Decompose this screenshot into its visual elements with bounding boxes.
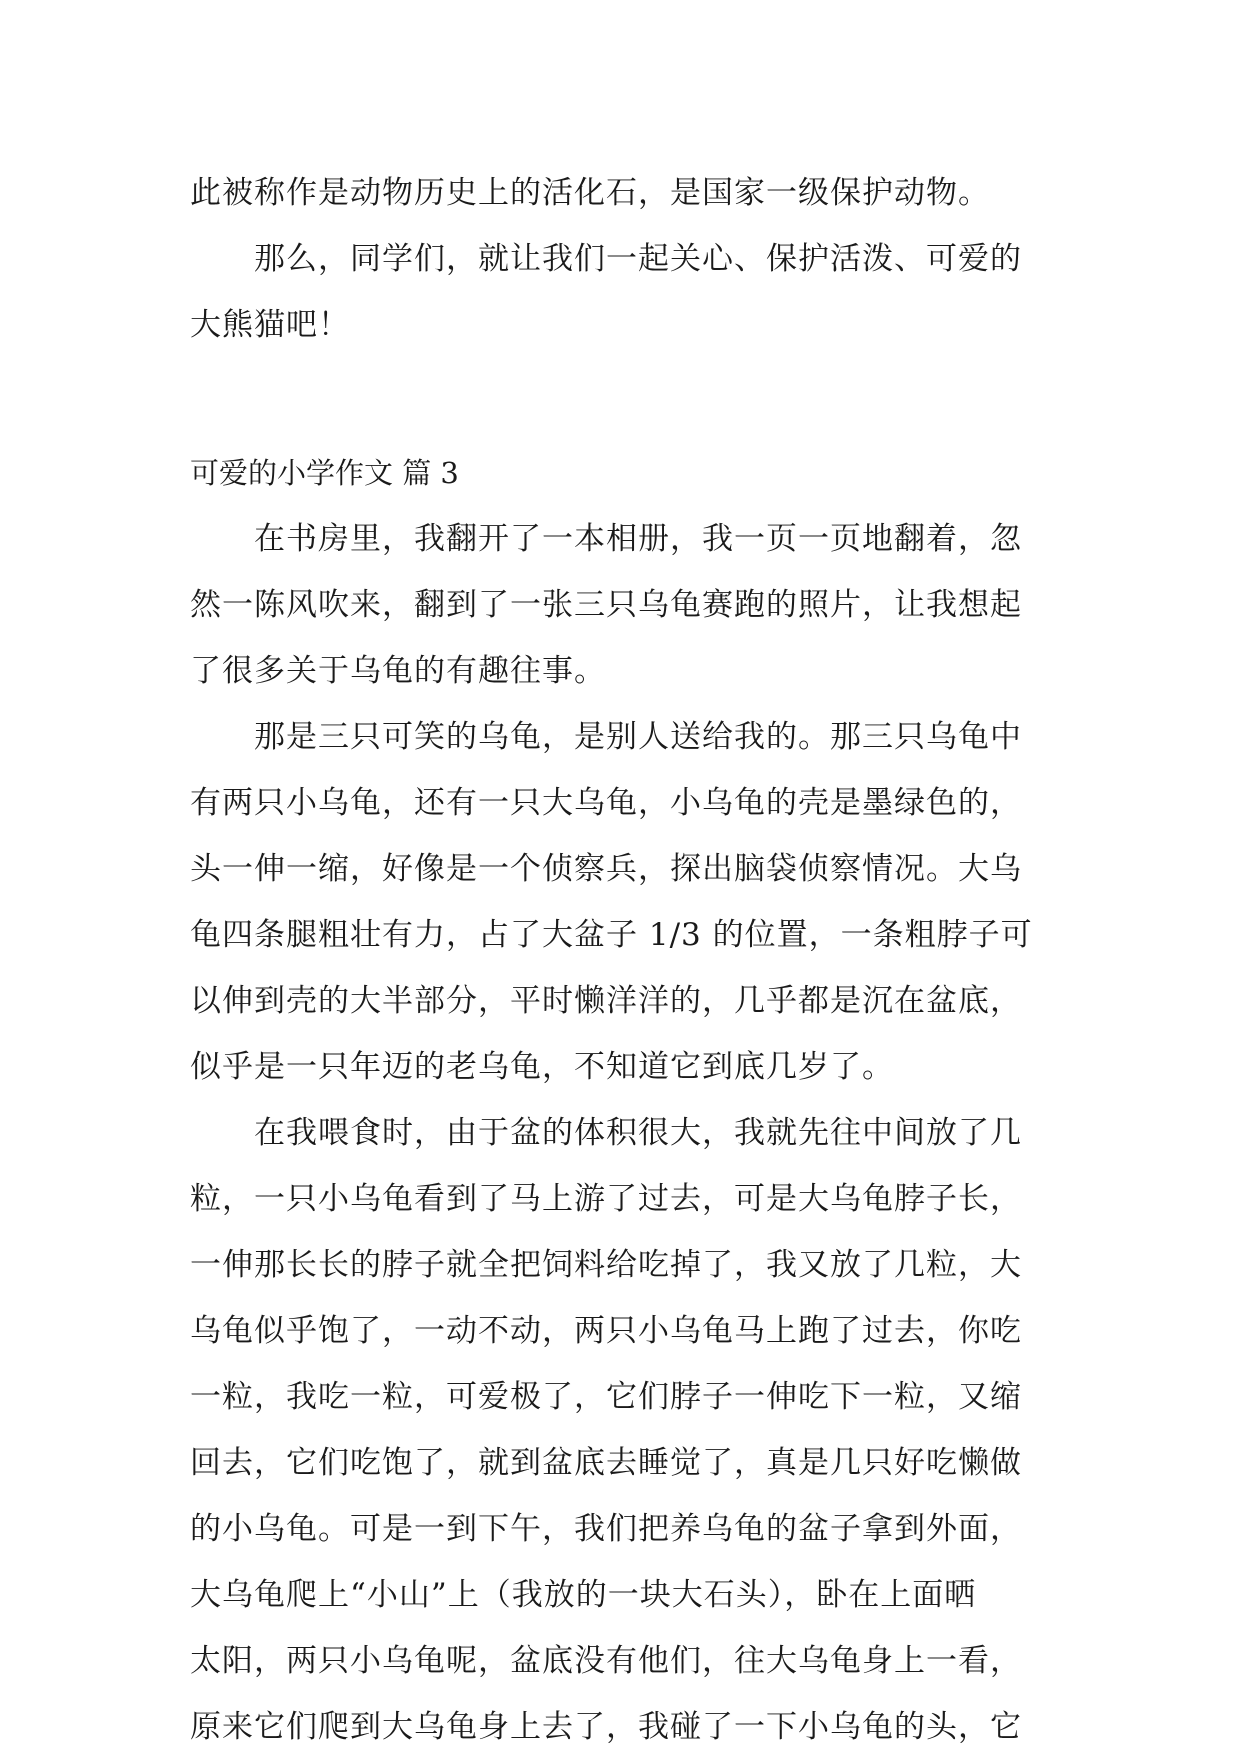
text-line: 乌龟似乎饱了，一动不动，两只小乌龟马上跑了过去，你吃 [190,1313,1022,1349]
text-line: 然一陈风吹来，翻到了一张三只乌龟赛跑的照片，让我想起 [190,587,1022,623]
text-line: 一粒，我吃一粒，可爱极了，它们脖子一伸吃下一粒，又缩 [190,1379,1022,1415]
text-line: 此被称作是动物历史上的活化石，是国家一级保护动物。 [190,175,990,211]
text-line: 有两只小乌龟，还有一只大乌龟，小乌龟的壳是墨绿色的， [190,785,1022,821]
text-line: 以伸到壳的大半部分，平时懒洋洋的，几乎都是沉在盆底， [190,983,1022,1019]
paragraph-2 [190,704,1060,1100]
section-title: 可爱的小学作文 篇 3 [190,456,459,490]
text-line: 在我喂食时，由于盆的体积很大，我就先往中间放了几 [254,1115,1022,1151]
text-line: 龟四条腿粗壮有力，占了大盆子 1/3 的位置，一条粗脖子可 [190,917,1033,953]
text-line: 的小乌龟。可是一到下午，我们把养乌龟的盆子拿到外面， [190,1511,1022,1547]
text-line: 太阳，两只小乌龟呢，盆底没有他们，往大乌龟身上一看， [190,1643,1022,1679]
document-page [190,160,1060,1760]
text-line: 那么，同学们，就让我们一起关心、保护活泼、可爱的 [254,241,1022,277]
text-line: 回去，它们吃饱了，就到盆底去睡觉了，真是几只好吃懒做 [190,1445,1022,1481]
text-line: 原来它们爬到大乌龟身上去了，我碰了一下小乌龟的头，它 [190,1709,1022,1745]
text-line: 一伸那长长的脖子就全把饲料给吃掉了，我又放了几粒，大 [190,1247,1022,1283]
text-line: 那是三只可笑的乌龟，是别人送给我的。那三只乌龟中 [254,719,1022,755]
paragraph-1 [190,506,1060,704]
text-line: 了很多关于乌龟的有趣往事。 [190,653,606,689]
text-line: 似乎是一只年迈的老乌龟，不知道它到底几岁了。 [190,1049,894,1085]
text-line: 粒，一只小乌龟看到了马上游了过去，可是大乌龟脖子长， [190,1181,1022,1217]
text-line: 在书房里，我翻开了一本相册，我一页一页地翻着，忽 [254,521,1022,557]
paragraph-closing [190,226,1060,358]
text-line: 头一伸一缩，好像是一个侦察兵，探出脑袋侦察情况。大乌 [190,851,1022,887]
paragraph-continued [190,160,1060,226]
text-line: 大熊猫吧！ [190,307,350,343]
text-line: 大乌龟爬上“小山”上（我放的一块大石头），卧在上面晒 [190,1577,977,1613]
paragraph-3 [190,1100,1060,1760]
